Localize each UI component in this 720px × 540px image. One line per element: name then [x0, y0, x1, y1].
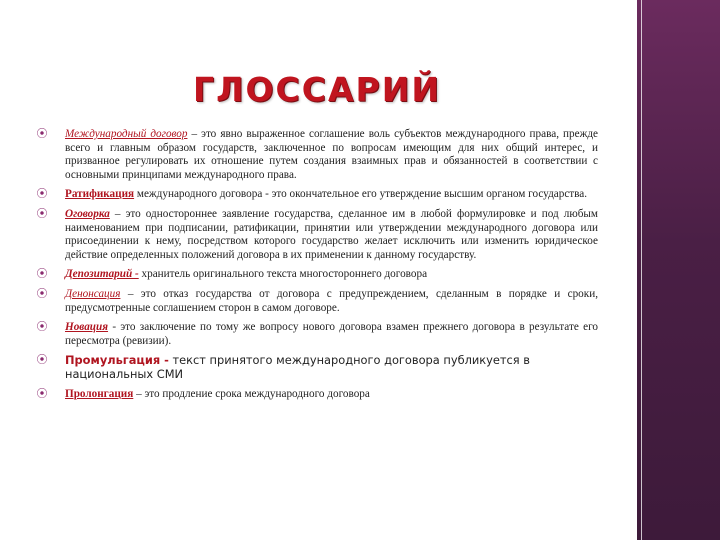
glossary-entry-reservation [36, 208, 598, 262]
page-title: ГЛОССАРИЙ [193, 70, 441, 109]
definition: хранитель оригинального текста многостороннего договора [138, 268, 428, 281]
term: Ратификация [65, 188, 135, 201]
circle-dot-icon: ⦿ [36, 267, 48, 281]
decorative-sidebar [634, 0, 720, 540]
definition: текст принятого международного договора публикуется в национальных СМИ [65, 353, 530, 381]
glossary-entry-prolongation [36, 388, 598, 402]
term: Оговорка [65, 207, 110, 220]
glossary-list [36, 128, 598, 407]
definition: – это продление срока международного договора [133, 387, 370, 400]
definition: – это одностороннее заявление государства, сделанное им в любой формулировке и под любым наименованием при подписании, ратификации, принятии или утверждении международного договора или присоединении к нему, посредством которого государство желает исключить или изменить юридическое действие определенных положений договора в их применении к данному государству. [65, 207, 598, 261]
sidebar-stripe-thin [641, 0, 642, 540]
glossary-entry-international-treaty [36, 128, 598, 182]
sidebar-stripe [634, 0, 637, 540]
glossary-entry-promulgation [36, 354, 598, 381]
definition: международного договора - это окончательное его утверждение высшим органом государства. [134, 188, 588, 201]
circle-dot-icon: ⦿ [36, 386, 48, 400]
term: Депозитарий - [65, 268, 139, 281]
definition: – это отказ государства от договора с предупреждением, сделанным в порядке и сроки, предусмотренные соглашением сторон в самом договоре. [65, 287, 598, 314]
circle-dot-icon: ⦿ [36, 187, 48, 201]
circle-dot-icon: ⦿ [36, 206, 48, 220]
definition: - это заключение по тому же вопросу нового договора взамен прежнего договора в результате его пересмотра (ревизии). [65, 321, 598, 347]
term: Промульгация - [65, 353, 169, 368]
term: Пролонгация [65, 387, 134, 400]
circle-dot-icon: ⦿ [36, 286, 48, 300]
definition: – это явно выраженное соглашение воль субъектов международного права, прежде всего и главным образом государств, заключенное по вопросам имеющим для них общий интерес, и призванное регулировать их отношение путем создания взаимных прав и обязанностей в соответствии с основными принципами международного права. [65, 128, 598, 181]
glossary-entry-denunciation [36, 288, 598, 315]
circle-dot-icon: ⦿ [36, 320, 48, 334]
term: Международный договор [65, 128, 188, 140]
circle-dot-icon: ⦿ [36, 127, 48, 140]
term: Денонсация [65, 287, 121, 300]
glossary-entry-ratification [36, 188, 598, 202]
term: Новация [65, 321, 109, 334]
glossary-entry-depositary [36, 268, 598, 282]
glossary-entry-novation [36, 321, 598, 348]
circle-dot-icon: ⦿ [36, 353, 48, 367]
